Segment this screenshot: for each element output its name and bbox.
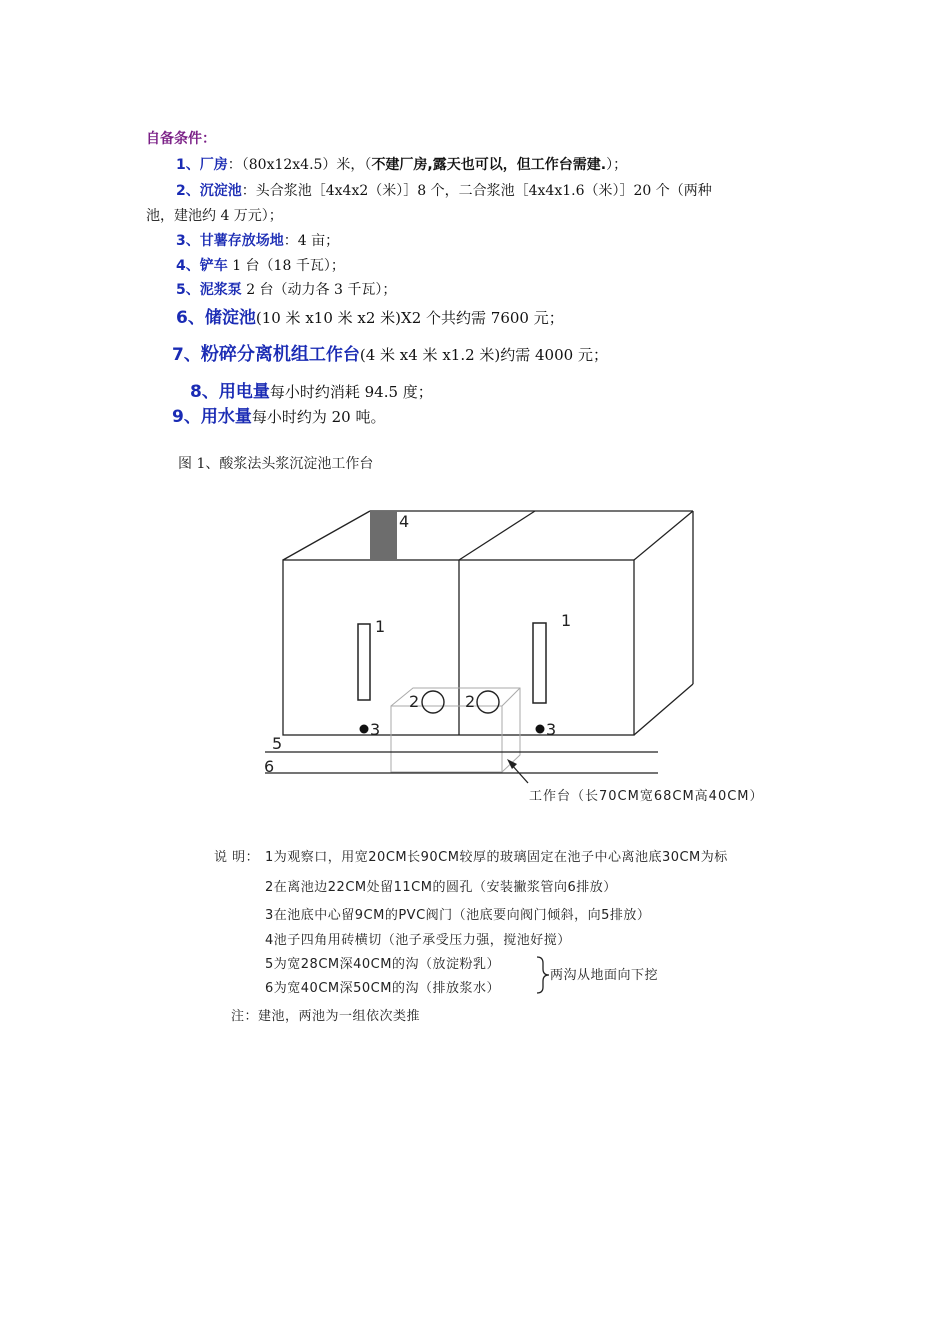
- note-line-1: 1为观察口，用宽20CM长90CM较厚的玻璃固定在池子中心离池底30CM为标: [265, 850, 728, 865]
- item-9-text: 每小时约为 20 吨。: [251, 408, 386, 426]
- figure-caption: 图 1、酸浆法头浆沉淀池工作台: [178, 456, 374, 472]
- item-3-label: 甘薯存放场地: [199, 233, 284, 249]
- item-4-label: 铲车: [199, 258, 228, 274]
- notes-prefix: 说 明：: [214, 850, 260, 865]
- item-2-num: 2、: [176, 183, 200, 199]
- brick-corner-column: [370, 511, 397, 560]
- label-1-right: 1: [561, 611, 572, 630]
- item-2-text: ：头合浆池［4x4x2（米）］8 个，二合浆池［4x4x1.6（米）］20 个（两种: [241, 183, 712, 199]
- item-7-num: 7、: [172, 345, 201, 365]
- item-7-label: 粉碎分离机组: [200, 344, 309, 365]
- workbench-arrow-head: [507, 759, 517, 769]
- item-9-label: 用水量: [200, 407, 252, 427]
- item-5-num: 5、: [176, 282, 200, 298]
- item-8-num: 8、: [190, 382, 219, 402]
- note-line-6: 6为宽40CM深50CM的沟（排放浆水）: [265, 981, 500, 996]
- item-1-bold: 不建厂房,露天也可以，但工作台需建.: [371, 157, 607, 173]
- item-4-text: 1 台（18 千瓦）；: [227, 258, 345, 274]
- item-6-label: 储淀池: [204, 308, 256, 328]
- item-3-text: ：4 亩；: [283, 233, 340, 249]
- valve-right: [536, 725, 545, 734]
- item-4-num: 4、: [176, 258, 200, 274]
- item-1-label: 厂房: [199, 157, 228, 173]
- item-8-text: 每小时约消耗 94.5 度；: [269, 383, 433, 401]
- item-2-label: 沉淀池: [199, 183, 242, 199]
- tank-depth-right-top: [634, 511, 693, 560]
- label-5: 5: [272, 734, 283, 753]
- section-title: 自备条件：: [146, 131, 216, 147]
- note-line-5: 5为宽28CM深40CM的沟（放淀粉乳）: [265, 957, 500, 972]
- label-3-right: 3: [546, 720, 557, 739]
- label-1-left: 1: [375, 617, 386, 636]
- workbench-label: 工作台（长70CM宽68CM高40CM）: [529, 789, 764, 804]
- tank-depth-left: [283, 511, 370, 560]
- valve-left: [360, 725, 369, 734]
- item-5-text: 2 台（动力各 3 千瓦）；: [241, 282, 397, 298]
- tank-depth-right-bottom: [634, 684, 693, 735]
- item-1-num: 1、: [176, 157, 200, 173]
- item-6-text: (10 米 x10 米 x2 米)X2 个共约需 7600 元；: [255, 309, 564, 327]
- note-line-3: 3在池底中心留9CM的PVC阀门（池底要向阀门倾斜，向5排放）: [265, 908, 651, 923]
- workbench-front: [391, 706, 502, 772]
- item-5-label: 泥浆泵: [199, 282, 242, 298]
- item-8-label: 用电量: [218, 382, 270, 402]
- item-1-text: ：（80x12x4.5）米，（: [227, 157, 372, 173]
- hole-right: [477, 691, 499, 713]
- item-7-text: (4 米 x4 米 x1.2 米)约需 4000 元；: [359, 346, 608, 364]
- item-2-line2: 池，建池约 4 万元）；: [146, 208, 283, 224]
- item-1-tail: ）；: [606, 157, 628, 173]
- hole-left: [422, 691, 444, 713]
- label-2-right: 2: [465, 692, 476, 711]
- label-2-left: 2: [409, 692, 420, 711]
- item-7-label2: 工作台: [308, 345, 360, 365]
- label-4: 4: [399, 512, 410, 531]
- note-line-4: 4池子四角用砖横切（池子承受压力强，搅池好搅）: [265, 933, 571, 948]
- notes-brace-text: 两沟从地面向下挖: [550, 968, 659, 983]
- notes-brace: [537, 957, 549, 993]
- item-3-num: 3、: [176, 233, 200, 249]
- note-line-2: 2在离池边22CM处留11CM的圆孔（安装撇浆管向6排放）: [265, 880, 617, 895]
- workbench-edge: [502, 688, 520, 706]
- notes-footer: 注：建池，两池为一组依次类推: [231, 1009, 421, 1024]
- item-6-num: 6、: [176, 308, 205, 328]
- observation-window-right: [533, 623, 546, 703]
- observation-window-left: [358, 624, 370, 700]
- item-9-num: 9、: [172, 407, 201, 427]
- label-6: 6: [264, 757, 275, 776]
- tank-depth-middle: [459, 511, 535, 560]
- label-3-left: 3: [370, 720, 381, 739]
